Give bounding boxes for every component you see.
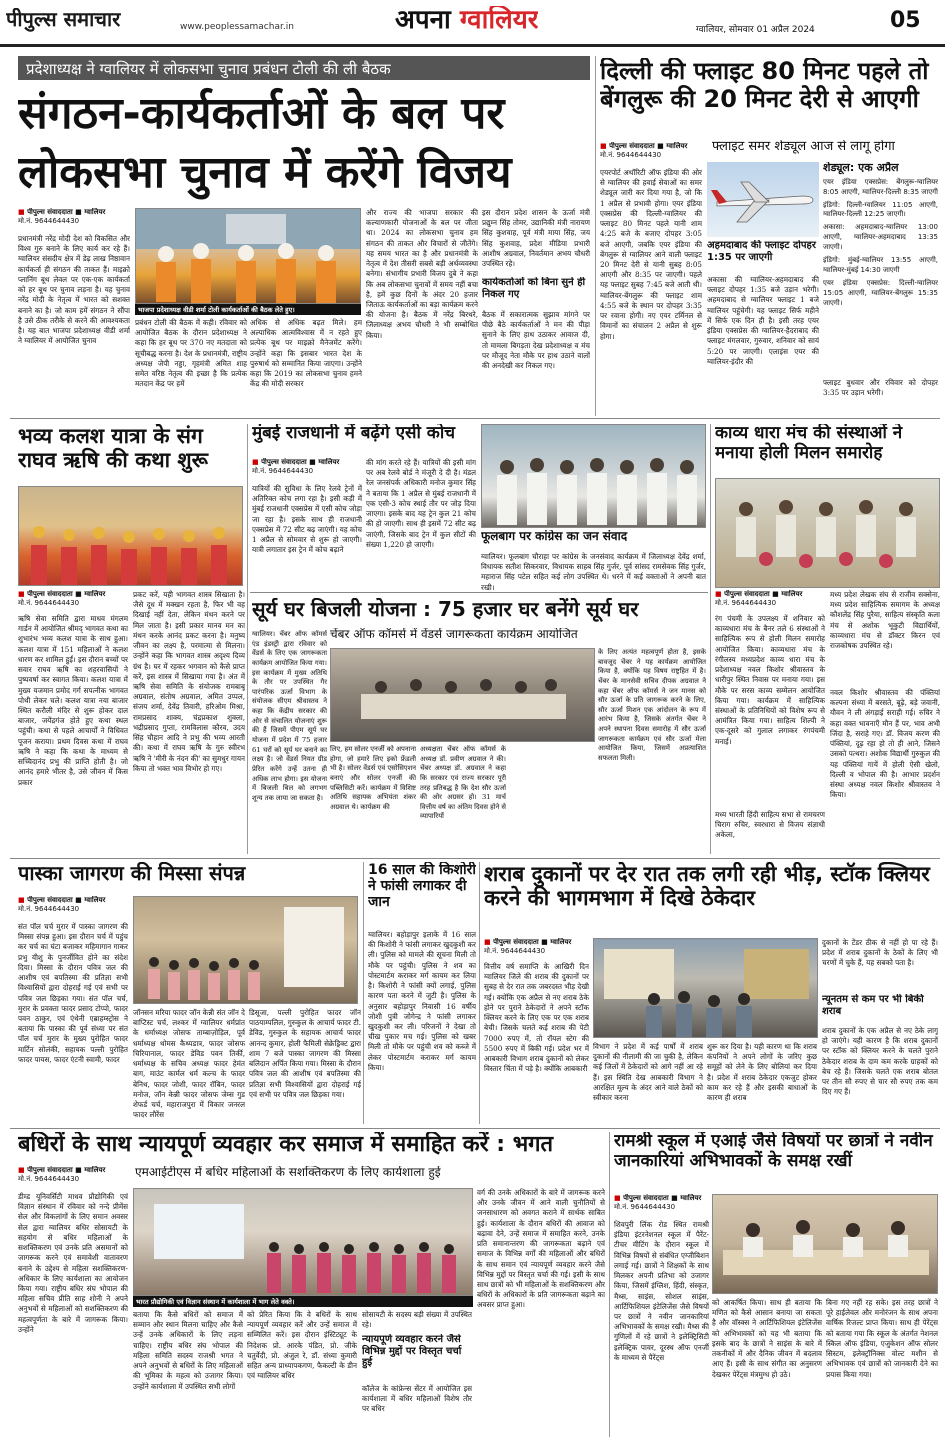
kalash-byline-city: ग्वालियर: [84, 590, 106, 598]
badhir-headline: बधिरों के साथ न्यायपूर्ण व्यवहार कर समाज में समाहित करें : भगत: [18, 1132, 554, 1157]
sharab-col2: विभाग ने प्रदेश में कई पार्षों में शराब दुकानों की नीलामी की जा चुकी है, लेकिन कई जिलों में ठेकेदारों को आगे नहीं आ रहे हैं। इस स्थिति देख आबकारी विभाग ने आरक्षित मूल्य के अंदर आने वाले ठेकों को स्वीकार करना: [593, 1042, 703, 1103]
lead-photo-caption: भाजपा प्रदेशाध्यक्ष वीडी शर्मा टोली कार्यकर्ताओं की बैठक लेते हुए।: [135, 304, 361, 315]
flight-box-head: अहमदाबाद की फ्लाइट दोपहर 1:35 पर जाएगी: [707, 240, 816, 263]
divider: [247, 424, 248, 854]
paska-mobile: मो.नं. 9644644430: [18, 905, 80, 913]
surya-col2: लिए, हम सोलर एनर्जी को अपनाना होगा, जो हमारे लिए इको फ्रेंडली भी है। सोलर वेंडर्स एवं एसोसिएशन बनाएं और सोलर एनर्जी की पब्लिसिटी करें। कार्यक्रम में विशिष्ट अतिथि सहायक अभियंता शंकर अग्रवाल थे। कार्यक्रम की: [330, 745, 416, 811]
badhir-col3: को प्रेरित किया कि वे बधिरों के साथ न्यायपूर्ण व्यवहार करें और उन्हें समाज में सम्मिलित करें। इस दौरान इंस्टिट्यूट के निदेशक प्रो. आरके पंडित, प्रो. जीके चतुर्वेदी, प्रो. अंजुल रे, डॉ. संध्या कुमारी सहित अन्य प्राध्यापकगण, फैकल्टी के डीन एवं ग्वालियर बधिर: [247, 1310, 357, 1381]
badhir-subhead: एमआईटीएस में बधिर महिलाओं के सशक्तिकरण के लिए कार्यशाला हुई: [135, 1166, 441, 1179]
paska-byline: ■ पीपुल्स संवाददाता ■ ग्वालियर मो.नं. 9644644430: [18, 896, 128, 918]
lead-col5: इस दौरान प्रदेश शासन के ऊर्जा मंत्री प्रद्युम्न सिंह तोमर, उद्यानिकी मंत्री नारायण सिंह कुशवाह, पूर्व मंत्री माया सिंह, जय सिंह कुशवाह, प्रदेश मीडिया प्रभारी आशीष अग्रवाल, निवर्तमान अभय चौधरी उपस्थित रहे।: [482, 208, 590, 269]
paska-col1: संत पॉल चर्च मुरार में पास्का जागरण की मिस्सा संपन्न हुआ। इस दौरान चर्च में पहुंच कर चर्च का घंटा बजाकर महिमागान गाकर प्रभु यीशु के पुनर्जीवित होने का संदेश दिया। मिस्सा के दौरान पवित्र जल की आशीष एवं बपतिस्मा की प्रतिज्ञा सभी विश्वासियों द्वारा दोहराई गई एवं सभी पर पवित्र जल छिड़का गया। संत पॉल चर्च, मुरार के प्रवक्ता फादर प्रसाद टोप्पो, फादर पवन ठाकुर, एवं एंथेनी एब्राहम्स्ट्रोस ने बताया कि पास्का की पूर्व संध्या पर संत पॉल चर्च मुरार के मुख्य पुरोहित फादर मार्टिन सोलंकी, सहायक पल्ली पुरोहित फादर पायस, फादर एंटनी स्वामी, फादर: [18, 922, 128, 1064]
sharab-subhead: न्यूनतम से कम पर भी बिकी शराब: [822, 994, 924, 1017]
flight-schedule-title: शेड्यूल: एक अप्रैल: [823, 162, 899, 174]
surya-col3-cont: [510, 745, 595, 854]
mumbai-mobile: मो.नं. 9644644430: [252, 467, 314, 475]
sharab-byline: ■ पीपुल्स संवाददाता ■ ग्वालियर मो.नं. 9644644430: [484, 938, 594, 960]
kalash-byline-name: पीपुल्स संवाददाता: [27, 590, 73, 598]
sharab-col1: वित्तीय वर्ष समाप्ति के आखिरी दिन ग्वालियर जिले की शराब की दुकानों पर सुबह से देर रात तक जबरदस्त भीड़ देखी गई। क्योंकि एक अप्रैल से नए शराब ठेके होने पर पुराने ठेकेदारों ने अपने स्टॉक क्लियर करने के लिए एक पर एक शराब बेची। जिसके चलते कई शराब की पेटी 7000 रुपए में, तो रॉयल स्टेग की 5500 रुपए में बिकी गई। प्रदेश भर में आबकारी विभाग शराब दुकानों को लेकर विस्तार चिंता में पड़े है। क्योंकि आबकारी: [484, 962, 589, 1074]
badhir-photo-illustration: [134, 1189, 473, 1296]
congress-text: ग्वालियर। फूलबाग चौराहा पर कांग्रेस के जनसंवाद कार्यक्रम में जिलाध्यक्ष देवेंद्र शर्मा, विधायक सतीश सिकरवार, विधायक साहब सिंह गुर्जर, पूर्व सांसद रामसेवक सिंह गुर्जर, महाराज सिंह पटेल सहित कई लोग उपस्थित थे। धरने में कई वक्ताओं ने अपनी बात रखी।: [481, 552, 706, 592]
surya-col3: अध्यक्षता चेंबर ऑफ कॉमर्स के अध्यक्ष डॉ. प्रवीण अग्रवाल ने की। चेंबर अध्यक्ष डॉ. अग्रवाल ने कहा कि सरकार एवं राज्य सरकार पूरी तरह प्रतिबद्ध है कि देश सौर ऊर्जा की ओर अग्रसर हो। 31 मार्च वित्तीय वर्ष का अंतिम दिवस होने से व्यापारियों: [420, 745, 506, 821]
flight-schedule-item: अकासा: अहमदाबाद-ग्वालियर 13:00 आएगी, ग्वालियर-अहमदाबाद 13:35 जाएगी।: [823, 223, 938, 252]
badhir-byline-name: पीपुल्स संवाददाता: [27, 1166, 73, 1174]
kavya-col1b: मध्य भारती हिंदी साहित्य सभा से रामचरण चिराग रुचिर, स्वरधारा से विजय संज्ञाधी अकेला,: [715, 810, 825, 840]
paska-headline: पास्का जागरण की मिस्सा संपन्न: [18, 862, 246, 885]
airplane-photo: [707, 162, 819, 237]
sharab-mobile: मो.नं. 9644644430: [484, 947, 546, 955]
kavya-byline-name: पीपुल्स संवाददाता: [724, 590, 770, 598]
divider: [710, 424, 711, 854]
flight-byline: ■ पीपुल्स संवाददाता ■ ग्वालियर मो.नं. 9644644430: [600, 142, 710, 164]
flight-schedule-item: एयर इंडिया एक्सप्रेस: बेंगलुरू-ग्वालियर 8:05 आएगी, ग्वालियर-दिल्ली 8:35 जाएगी: [823, 177, 938, 196]
congress-photo: [481, 424, 706, 528]
badhir-col2: बताया कि कैसे बधिरों को समाज में सम्मान और स्थान मिलना चाहिए और कैसे उन्हें उनके अधिकारों के लिए लड़ना चाहिए। राष्ट्रीय बधिर संघ भोपाल की महिला समिति सदस्य राजश्री भगत ने अपने अनुभवों से बधिरों के लिए महिलाओं की भूमिका के महत्व को उजागर किया। उन्होंने कार्यशाला में उपस्थित सभी लोगों: [133, 1310, 243, 1391]
flight-byline-name: पीपुल्स संवाददाता: [609, 142, 655, 150]
ramshree-photo: [712, 1194, 938, 1294]
paska-byline-city: ग्वालियर: [84, 896, 106, 904]
badhir-subhead2: न्यायपूर्ण व्यवहार करने जैसे विभिन्न मुद्दों पर विस्तृत चर्चा हुई: [362, 1334, 462, 1368]
sharab-headline: शराब दुकानों पर देर रात तक लगी रही भीड़, स्टॉक क्लियर करने की भागमभाग में दिखे ठेकेदार: [484, 862, 930, 911]
ramshree-col3: बिना गए नहीं रह सके। इस तरह छात्रों ने पूरे हाईलेवल और मनोरंजन के साथ अपना वार्षिक रिजल्ट प्राप्त किया। साथ ही पेरेंट्स को बताया गया कि स्कूल के अंतर्गत नेशनल स्किल ऑफ इंडिया, एजुकेशन ऑफ सोलर सिस्टम, इलेक्ट्रॉनिक्स वोल्ट मशीन से अभिभावक एवं छात्रों को जानकारी देने का प्रयास किया गया।: [826, 1298, 938, 1379]
lead-col5b: बैठक में सकारात्मक सुझाव मांगने पर पीछे बैठे कार्यकर्ताओं ने मन की पीड़ा सुनाने के लिए हाथ उठाकर आवाज दी, तो मामला बिगड़ता देख प्रदेशाध्यक्ष व मंच पर मौजूद नेता मौके पर हाथ उठाने वालों की अनदेखी कर निकल गए।: [482, 310, 590, 371]
section-title: [395, 6, 538, 36]
kalash-headline: भव्य कलश यात्रा के संग राघव ऋषि की कथा शुरू: [18, 424, 208, 473]
sharab-col4b: शराब दुकानों के एक अप्रैल से नए ठेके लागू हो जाएंगे। यही कारण है कि शराब दुकानों पर स्टॉक को क्लियर करने के चलते पुराने ठेकेदार शराब के दाम कम करके ग्राहकों को बेच रहे हैं। जिसके चलते एक शराब बोतल पर तीन सौ रुपए से चार सौ रुपए तक कम दिए गए हैं।: [822, 1026, 938, 1097]
kalash-mobile: मो.नं. 9644644430: [18, 599, 80, 607]
lead-col2: प्रबंधन टोली की बैठक में कही। रविवार को आयोजित बैठक के दौरान प्रदेशाध्यक्ष ने कहा कि हर बूथ पर 370 नए मतदाता को सूचीबद्ध करना है। देश के प्रधानमंत्री, राष्ट्रीय अध्यक्ष जेपी नड्डा, गृहमंत्री अमित शाह समेत वरिष्ठ नेतृत्व की इच्छा है कि प्रत्येक मतदान केंद्र पर हमें: [135, 318, 247, 389]
mumbai-col2: की मांग करते रहे हैं। यात्रियों की इसी मांग पर अब रेलवे बोर्ड ने मंजूरी दे दी है। मंडल रेल जनसंपर्क अधिकारी मनोज कुमार सिंह ने बताया कि 1 अप्रैल से मुंबई राजधानी में एक एसी-3 कोच स्थाई तौर पर जोड़ दिया जाएगा। इसके बाद यह ट्रेन कुल 21 कोच की हो जाएगी। साथ ही इसमें 72 सीट बढ़ जाएंगी, जिसके बाद ट्रेन में कुल सीटों की संख्या 1,220 हो जाएगी।: [366, 458, 476, 549]
badhir-col5: वर्ग की उनके अधिकारों के बारे में जागरूक करने और उनके जीवन में आने वाली चुनौतियों से जनसाधारण को अवगत कराने में सार्थक साबित हुई। कार्यशाला के दौरान बधिरों की आवाज को बढ़ावा देने, उन्हें समाज में समाहित करने, उनके प्रति समानान्तरण की जागरूकता बढ़ाने एवं समाज के विभिन्न वर्गों की महिलाओं और बधिरों के साथ समान एवं न्यायपूर्ण व्यवहार करने जैसे विभिन्न मुद्दों पर विस्तृत चर्चा की गई। इसी के साथ साथ छात्रों को भी महिलाओं के सशक्तिकरण और बधिरों के अधिकारों के प्रति जागरूकता बढ़ाने का अवसर प्राप्त हुआ।: [477, 1188, 605, 1310]
kavya-col2b: नवल किशोर श्रीवास्तव की पंक्तियां कल्पना संध्या में बरसते, बूढ़े, बड़े जवानी, यौवन ने ली अंगड़ाई सराही गई। रुचिर ने कहा वक्त भावनाएँ मौन हैं पर, भाव अभी जिंदा है, सराहे गए। डॉ. विजय करण की पंक्तियां, दूढ़ रहा हो तो ही आने, जिसने उसको पत्थरा। अशोक विद्यार्थी गुरुकुल की यह पंक्तियां गायें में होली ऐसी खेलो, दिल्ली व भोपाल की है। आभार प्रदर्शन संस्था अध्यक्ष नवल किशोर श्रीवास्तव ने किया।: [830, 688, 940, 800]
ramshree-byline-name: पीपुल्स संवाददाता: [623, 1194, 669, 1202]
lead-subhead: कार्यकर्ताओं को बिना सुने ही निकल गए: [482, 277, 586, 300]
section-rule: [10, 858, 940, 859]
page-number: 05: [890, 8, 940, 38]
surya-photo: [330, 648, 595, 742]
kishori-text: ग्वालियर। बहोड़ापुर इलाके में 16 साल की किशोरी ने फांसी लगाकर खुदकुशी कर ली। पुलिस को मामले की सूचना मिली तो मौके पर पहुंची। पुलिस ने शव का पोस्टमार्टम कराकर मर्ग कायम कर लिया है। किशोरी ने फांसी क्यों लगाई, पुलिस कारण पता करने में जुटी है। पुलिस के अनुसार बहोड़ापुर निवासी 16 वर्षीय जोशी पुत्री जोगेन्द्र ने फांसी लगाकर खुदकुशी कर ली। परिजनों ने देखा तो चीख पुकार मच गई। पुलिस को खबर मिली तो मौके पर पहुंची शव को कब्जे में लेकर पोस्टमार्टम कराकर मर्ग कायम किया।: [368, 930, 476, 1072]
sharab-photo: [593, 938, 818, 1038]
kalash-col1: ऋषि सेवा समिति द्वारा माधव मंगलम गार्डन में आयोजित श्रीमद् भागवत कथा का शुभारंभ भव्य कलश यात्रा के साथ हुआ। कलश यात्रा में 151 महिलाओं ने कलश धारण कर शामिल हुईं। इस दौरान बच्चों पर सवार राघव ऋषि का शहरवासियों ने पुष्पवर्षा कर स्वागत किया। कलश यात्रा में मुख्य यजमान प्रमोद गर्ग सपत्नीक भागवत पोथी लेकर चले। कलश यात्रा नया बाजार स्थित करौली मंदिर से शुरू होकर दाल बाजार, जयेंद्रगंज होते हुए कथा स्थल पहुंची। कथा से पहले आचार्यों ने विधिवत पूजन कराया। प्रथम दिवस कथा में राघव ऋषि ने कहा कि कथा के माध्यम से सच्चिदानंद प्रभु की प्राप्ति होती है। जो आनंद हमारे भीतर है, उसे जीवन में किस प्रकार: [18, 614, 128, 787]
lead-byline-city: ग्वालियर: [84, 208, 106, 216]
sharab-photo-illustration: [594, 939, 818, 1038]
sharab-col4: दुकानों के टेंडर ठीक से नहीं हो पा रहे हैं। प्रदेश में शराब दुकानों के ठेकों के लिए भी चरणों में चुके हैं, यह सबको पता है।: [822, 938, 938, 968]
flight-col2: अकासा की ग्वालियर-अहमदाबाद की फ्लाइट दोपहर 1:35 बजे उड़ान भरेगी। अहमदाबाद से ग्वालियर फ्लाइट 1 बजे ग्वालियर पहुंचेगी। यह फ्लाइट सिर्फ महीने में सिर्फ एक दिन ही है। इसी तरह एयर इंडिया एक्सप्रेस की ग्वालियर-हैदराबाद की फ्लाइट मंगलवार, गुरुवार, शनिवार को सायं 5:20 पर जाएगी। एलाइंस एयर की ग्वालियर-इंदौर की: [707, 275, 819, 366]
flight-headline: दिल्ली की फ्लाइट 80 मिनट पहले तो बेंगलुरू की 20 मिनट देरी से आएगी: [600, 58, 929, 113]
section-title-part2: ग्वालियर: [459, 6, 539, 35]
lead-mobile: मो.नं. 9644644430: [18, 217, 80, 225]
badhir-col4: सोसायटी के सदस्य बड़ी संख्या में उपस्थित रहे।: [362, 1310, 472, 1330]
badhir-col1: डीम्ड यूनिवर्सिटी माधव प्रौद्योगिकी एवं विज्ञान संस्थान में रविवार को नन्दे प्रीमेंस सेल और विकलांगों के लिए समान अवसर सेल द्वारा ग्वालियर बधिर सोसायटी के सहयोग से बधिर महिलाओं के सशक्तिकरण एवं उनके प्रति असमानों को जागरूक करने एवं समावेशी वातावरण बनाने के उद्देश्य से महिला सशक्तिकरण-अधिकार के लिए कार्यशाला का आयोजन किया गया। राष्ट्रीय बधिर संघ भोपाल की महिला सचिव प्रीति साह शोनी ने अपने अनुभवों से महिलाओं को सशक्तिकरण की महत्वपूर्णता के बारे में जागरूक किया। उन्होंने: [18, 1192, 128, 1334]
website: www.peoplessamachar.in: [180, 22, 294, 32]
paska-byline-name: पीपुल्स संवाददाता: [27, 896, 73, 904]
section-title-part1: अपना: [395, 6, 451, 35]
sharab-byline-city: ग्वालियर: [550, 938, 572, 946]
section-rule: [10, 418, 940, 419]
badhir-col4b: कॉलेज के कांफ्रेन्स सेंटर में आयोजित इस कार्यशाला में बधिर महिलाओं विशेष तौर पर बधिर: [362, 1384, 472, 1414]
surya-col1: ग्वालियर। चेंबर ऑफ कॉमर्स एंड इंडस्ट्री द्वारा रविवार को वेंडर्स के लिए एक जागरूकता कार्यक्रम आयोजित किया गया। इस कार्यक्रम में मुख्य अतिथि के तौर पर उपस्थित गैर पारंपरिक ऊर्जा विभाग के संयोजक सीएम श्रीवास्तव ने कहा कि केंद्रीय सरकार की ओर से संचालित योजनाएं शुरू की हैं जिसमें पीएम सूर्य घर योजना में प्रदेश में 75 हजार 61 घरों को सूर्य घर बनाने का लक्ष्य है। जो वेंडर्स नियत ग्रीड प्रेरित करेंगे उन्हें उतना ही अधिक लाभ होगा। इस योजना में बिजली बिल को लगभग शून्य तक लाया जा सकता है।: [252, 630, 327, 802]
divider: [609, 1132, 610, 1437]
surya-headline: सूर्य घर बिजली योजना : 75 हजार घर बनेंगे सूर्य घर: [252, 598, 639, 621]
kavya-headline: काव्य धारा मंच की संस्थाओं ने मनाया होली मिलन समारोह: [715, 424, 903, 463]
flight-tail: फ्लाइट बुधवार और रविवार को दोपहर 3:35 पर उड़ान भरेगी।: [823, 378, 938, 398]
logo: [6, 8, 176, 38]
section-rule: [250, 592, 708, 593]
flight-schedule-item: इंडिगो: दिल्ली-ग्वालियर 11:05 आएगी, ग्वालियर-दिल्ली 12:25 जाएगी।: [823, 200, 938, 219]
lead-col4: और राज्य की भाजपा सरकार की कल्याणकारी योजनाओं के बल पर जीता था। 2024 का लोकसभा चुनाव हम संगठन की ताकत और विचारों से जीतेंगे। यह समय भारत का है और प्रधानमंत्री के नेतृत्व में देश तीसरी सबसे बड़ी अर्थव्यवस्था बनेगा। संभागीय प्रभारी विजय दुबे ने कहा कि अब लोकसभा चुनावों में समय नहीं बचा है, हमें कुछ दिनों के अंदर 20 हजार जिताऊ कार्यकर्ताओं का बड़ा कार्यक्रम करने की योजना है। बैठक में नरेंद्र बिरथरे, जिलाध्यक्ष अभय चौधरी ने भी सम्बोधित किया।: [366, 208, 478, 340]
section-rule: [10, 1128, 940, 1129]
logo-text: पीपुल्स समाचार: [6, 8, 121, 31]
sharab-byline-name: पीपुल्स संवाददाता: [493, 938, 539, 946]
lead-photo-illustration: [136, 209, 361, 304]
ramshree-byline-city: ग्वालियर: [680, 1194, 702, 1202]
divider: [363, 862, 364, 1124]
sharab-col3: शुरू कर दिया है। यही कारण था कि शराब कंपनियों ने अपने लोगों के जरिए कुछ समूहों को लेने के लिए बोलियां कर दिया है। प्रदेश में शराब ठेकेदार एकजुट होकर काम कर रहे हैं और इसकी बाधाओं के कारण ही शराब: [707, 1042, 817, 1103]
flight-schedule-item: एयर इंडिया एक्सप्रेस: दिल्ली-ग्वालियर 15:05 आएगी, ग्वालियर-बेंगलुरू 15:35 जाएगी।: [823, 279, 938, 307]
badhir-photo: [133, 1188, 473, 1296]
mumbai-byline-city: ग्वालियर: [318, 458, 340, 466]
paska-col3: डिसूजा, पल्ली पुरोहित फादर जॉन पाठयाम्पलिल, गुरुकुल के आचार्य फादर टी. डेविड, गुरुकुल के सहायक आचार्य फादर आनन्द कुमार, होली फैमिली सेक्रेड्रिक्ट द्वारा शाम 7 बजे पास्का जागरण की मिस्सा बलिदान अर्पित किया गया। मिस्सा के दौरान पवित्र जल की आशीष एवं बपतिस्मा की प्रतिज्ञा सभी विश्वासियों द्वारा दोहराई गई एवं सभी पर पवित्र जल छिड़का गया।: [249, 1008, 361, 1099]
masthead-rule: [0, 44, 945, 47]
lead-photo: [135, 208, 361, 304]
divider: [595, 56, 596, 416]
kavya-byline: ■ पीपुल्स संवाददाता ■ ग्वालियर मो.नं. 9644644430: [715, 590, 940, 612]
lead-col1: प्रधानमंत्री नरेंद्र मोदी देश को विकसित और विश्व गुरु बनाने के लिए कार्य कर रहे हैं। ग्वालियर संसदीय क्षेत्र में डेढ़ लाख निष्ठावान कार्यकर्ता ही संगठन की ताकत हैं। माइक्रो प्लानिंग बूथ लेवल पर एक-एक कार्यकर्ता को हर बूथ पर चुनाव लड़ना है। यह चुनाव नरेंद्र मोदी के नेतृत्व में भारत को सशक्त बनाने का है। जो काम हमें संगठन ने सौंपा है उसे ठीक तरीके से करने की आवश्यकता है। यह बात भाजपा प्रदेशाध्यक्ष वीडी शर्मा ने ग्वालियर में आयोजित चुनाव: [18, 234, 130, 346]
flight-schedule-box: [823, 162, 938, 372]
lead-col3: अधिक से अधिक बढ़त मिले। हम अल्पाधिक आत्मविश्वास में न रहते हुए प्रत्येक बूथ पर माइक्रो मैनेजमेंट करेंगे। उन्होंने कहा कि इसबार भारत देश के पुरुषार्थ को सम्मानित किया जाएगा। उन्होंने कहा कि 2019 का लोकसभा चुनाव हमने केंद्र की मोदी सरकार: [250, 318, 362, 389]
ramshree-col2: को आकर्षित किया। साथ ही बताया कि मणित को कैसे आसान बनाया जा सकता है और वॉस्क्स ने आर्टिफिशियल इंटेलिजेंस को अभिभावकों को यह भी बताया कि इसके बाद के छात्रों ने साइंस के बारे में तकनीकों में और दैनिक जीवन में बदलाव आए हैं। इसी के साथ संगीत का अनुसरण देखकर पेरेंट्स मंत्रमुग्ध हो उठे।: [712, 1298, 822, 1379]
mumbai-byline-name: पीपुल्स संवाददाता: [261, 458, 307, 466]
paska-photo: [133, 896, 358, 1004]
kalash-col2: प्रकट करें, यही भागवत शास्त्र सिखाता है। जैसे दूध में मक्खन रहता है, फिर भी वह दिखाई नहीं देता, लेकिन मंथन करने पर मिल जाता है। इसी प्रकार मानव मन का मंथन करके आनंद प्रकट करना है। मनुष्य जीवन का लक्ष्य है, परमात्मा से मिलना। उन्होंने कहा कि भागवत शास्त्र अदृश्य दिव्य ग्रंथ है। घर में रहकर भगवान को कैसे प्राप्त करें, इस शास्त्र में सिखाया गया है। अंत में ऋषि सेवा समिति के संयोजक रामबाबू अग्रवाल, संतोष अग्रवाल, अमित उप्पल, संजय शर्मा, देवेंद्र तिवारी, हरिओम मिश्रा, रामप्रसाद शाक्य, चंद्रप्रकाश शुक्ला, भद्रीप्रसाद गुप्ता, रामविलास कौरव, उदय सिंह चौहान आदि ने प्रभु की भव्य आरती की। कथा में राघव ऋषि के गुरु स्वीरभ ऋषि ने 'मीरी के नंदन की' का सुमधुर गायन किया तो भक्त भाव विभोर हो गए।: [133, 590, 245, 773]
ramshree-byline: ■ पीपुल्स संवाददाता ■ ग्वालियर मो.नं. 9644644430: [614, 1194, 724, 1216]
kavya-photo: [715, 478, 940, 588]
kavya-byline-city: ग्वालियर: [781, 590, 803, 598]
paska-photo-illustration: [134, 897, 358, 1004]
lead-kicker: प्रदेशाध्यक्ष ने ग्वालियर में लोकसभा चुनाव प्रबंधन टोली की ली बैठक: [18, 56, 590, 80]
badhir-byline-city: ग्वालियर: [84, 1166, 106, 1174]
mumbai-col1: यात्रियों की सुविधा के लिए रेलवे ट्रेनों में अतिरिक्त कोच लगा रहा है। इसी कड़ी में मुंबई राजधानी एक्सप्रेस में एसी कोच जोड़ा जा रहा है। इसके साथ ही राजधानी एक्सप्रेस में 72 सीट बढ़ जाएंगी। यह कोच 1 अप्रैल से सोमवार से शुरू हो जाएगी। यात्री लगातार इस ट्रेन में कोच बढ़ाने: [252, 484, 362, 555]
kalash-photo: [18, 486, 243, 586]
kavya-col2: मध्य प्रदेश लेखक संघ से राजीव सक्सेना, मध्य प्रदेश साहित्यिक समागम के अध्यक्ष कौशलेंद्र सिंह पुरैया, साहित्य संस्कृति कला मंच से अशोक भूकुटी विद्यार्थियों, काव्यधारा मंच से डॉक्टर किरन एवं राजकोषक उपस्थित रहे।: [830, 590, 940, 651]
ramshree-col1: शिवपुरी लिंक रोड स्थित रामश्री इंडिया इंटरनेशनल स्कूल में पैरेंट-टीचर मीटिंग के दौरान स्कूल में विभिन्न विषयों से संबंधित एग्जीबिशन लगाई गई। छात्रों ने शिक्षकों के साथ मिलकर अपनी प्रतिभा को उजागर किया, जिसमें इंग्लिश, हिंदी, संस्कृत, मैथ्स, साइंस, सोशल साइंस, आर्टिफिशियल इंटेलिजेंस जैसे विषयों पर छात्रों ने नवीन जानकारियां अभिभावकों के समक्ष रखी। मैथ्स की गुणिलों में रहे छात्रों ने इलेक्ट्रिसिटी इलेक्ट्रिक पावर, दूरस्थ ऑफ एनर्जी के माध्यम से पैरेंट्स: [614, 1220, 709, 1362]
surya-photo-illustration: [331, 649, 595, 742]
ramshree-photo-illustration: [713, 1195, 938, 1294]
badhir-mobile: मो.नं. 9644644430: [18, 1175, 80, 1183]
lead-byline: ■ पीपुल्स संवाददाता ■ ग्वालियर मो.नं. 9644644430: [18, 208, 138, 232]
ramshree-headline: रामश्री स्कूल में एआई जैसे विषयों पर छात्रों ने नवीन जानकारियां अभिभावकों के समक्ष रखीं: [614, 1132, 933, 1171]
masthead: [0, 0, 945, 44]
flight-subhead: फ्लाइट समर शेड्यूल आज से लागू होगा: [712, 140, 895, 154]
flight-byline-city: ग्वालियर: [666, 142, 688, 150]
lead-headline: संगठन-कार्यकर्ताओं के बल पर लोकसभा चुनाव में करेंगे विजय: [18, 88, 512, 199]
mumbai-headline: मुंबई राजधानी में बढ़ेंगे एसी कोच: [252, 424, 456, 443]
dateline: ग्वालियर, सोमवार 01 अप्रैल 2024: [696, 25, 815, 35]
flight-schedule-item: इंडिगो: मुंबई-ग्वालियर 13:55 आएगी, ग्वालियर-मुंबई 14:30 जाएगी: [823, 256, 938, 275]
congress-caption: फूलबाग पर कांग्रेस का जन संवाद: [481, 530, 628, 543]
kishori-headline: 16 साल की किशोरी ने फांसी लगाकर दी जान: [368, 862, 476, 911]
airplane-icon: [707, 162, 819, 237]
divider: [479, 862, 480, 1124]
badhir-photo-caption: भारत प्रौद्योगिकी एवं विज्ञान संस्थान में कार्यशाला में भाग लेते वक्ते।: [133, 1296, 473, 1307]
kalash-byline: ■ पीपुल्स संवाददाता ■ ग्वालियर मो.नं. 9644644430: [18, 590, 243, 612]
congress-photo-illustration: [482, 425, 706, 528]
lead-byline-name: पीपुल्स संवाददाता: [27, 208, 73, 216]
kavya-mobile: मो.नं. 9644644430: [715, 599, 777, 607]
kavya-photo-illustration: [716, 479, 940, 588]
flight-col1: एयरपोर्ट अथॉरिटी ऑफ इंडिया की ओर से ग्वालियर की हवाई सेवाओं का समर शेड्यूल जारी कर दिया गया है, जो कि 1 अप्रैल से प्रभावी होगा। एयर इंडिया एक्सप्रेस की दिल्ली-ग्वालियर की फ्लाइट 80 मिनट पहले यानी शाम 4:25 बजे के बजाए दोपहर 3:05 बजे आएगी, जबकि एयर इंडिया की बेंगलुरू से ग्वालियर आने वाली फ्लाइट 20 मिनट देरी से यानी सुबह 8:05 आएगी और 8:35 पर जाएगी। पहले यह फ्लाइट सुबह 7:45 बजे आती थी। ग्वालियर-बेंगलुरू की फ्लाइट शाम 4:55 बजे के स्थान पर दोपहर 3:35 पर रवाना होगी। नए एयर टर्मिनल से विमानों का संचालन 2 अप्रैल से शुरू होगा।: [600, 168, 702, 341]
surya-col4: के लिए अत्यंत महत्वपूर्ण होता है, इसके बावजूद चेंबर ने यह कार्यक्रम आयोजित किया है, क्योंकि यह विषय राष्ट्रहित में है। चेंबर के मानसेवी सचिव दीपक अग्रवाल ने कहा चेंबर ऑफ कॉमर्स ने जन मानस को सौर ऊर्जा के प्रति जागरूक करने के लिए, सौर ऊर्जा मिशन एक आंदोलन के रूप में आरंभ किया है, जिसके अंतर्गत चेंबर ने अपने स्थापना दिवस समारोह में सौर ऊर्जा जागरूकता कार्यक्रम एवं सौर ऊर्जा मेला आयोजित किया, जिसमें अप्रत्याशित सफलता मिली।: [598, 648, 706, 763]
kalash-photo-illustration: [19, 487, 243, 586]
paska-col2: जॉनसन मरिया फादर जॉन केन्नी संत जॉन दे बाप्टिस्ट चर्च, लश्कर में ग्वालियर धर्मप्रांत के धर्माध्यक्ष जोसफ ताम्बाज़ोड़िल, पूर्व धर्माध्यक्ष थोमस कैथ्यडात्र, फादर जोसफ चिरियानाल, फादर डेविड पवन तिर्की, धर्माध्यक्ष के सचिव अध्यक्ष फादर हेमंत बाग, माउंट कार्मल धर्म कल्च के फादर बेनिथ, फादर जोशी, फादर रॉबिन, फादर मनोज, जॉन केन्नी फादर जोसफ जेम्स गुड शेफर्ड चर्च, महाराजपुरा में विकार जनरल फादर लौरेंस: [133, 1008, 245, 1120]
ramshree-mobile: मो.नं. 9644644430: [614, 1203, 676, 1211]
flight-mobile: मो.नं. 9644644430: [600, 151, 662, 159]
surya-subhead: चेंबर ऑफ कॉमर्स में वेंडर्स जागरूकता कार्यक्रम आयोजित: [330, 628, 578, 641]
badhir-byline: ■ पीपुल्स संवाददाता ■ ग्वालियर मो.नं. 9644644430: [18, 1166, 128, 1188]
kavya-col1: रंग पंचमी के उपलक्ष्य में शनिवार को काव्यधारा मंच के बैनर तले 6 संस्थाओं ने साहित्यिक रूप से होली मिलन समारोह आयोजित किया। काव्यधारा मंच के रंगीलस्य मध्यप्रदेश काव्य धारा मंच के प्रदेशाध्यक्ष नवल किशोर श्रीवास्तव के धारीपुर स्थित निवास पर मनाया गया। इस मौके पर सरस काव्य सम्मेलन आयोजित किया गया। कार्यक्रम में साहित्यिक संस्थाओं के प्रतिनिधियों को विशेष रूप से आमंत्रित किया गया। साहित्य शिल्पी ने एक-दूसरे को गुलाल लगाकर रंगपंचमी मनाई।: [715, 614, 825, 746]
mumbai-byline: ■ पीपुल्स संवाददाता ■ ग्वालियर मो.नं. 9644644430: [252, 458, 362, 480]
